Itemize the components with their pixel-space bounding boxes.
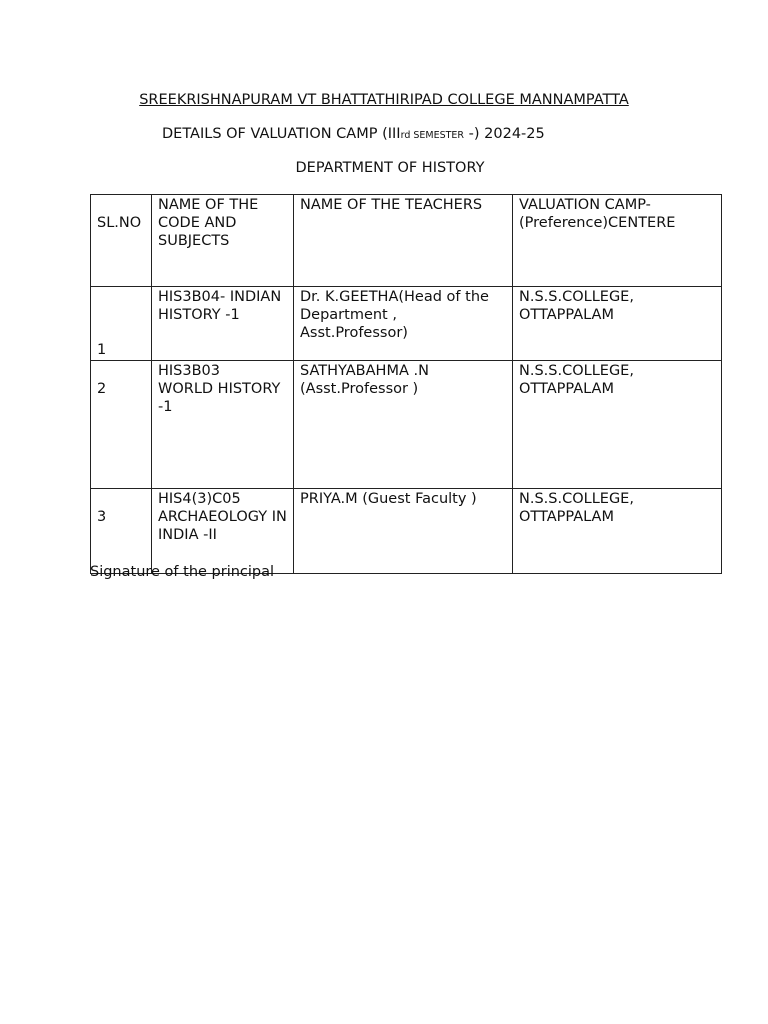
header-centre: VALUATION CAMP- (Preference)CENTERE [513, 195, 722, 287]
principal-signature-label: Signature of the principal [90, 564, 275, 580]
row-slno: 2 [91, 361, 152, 489]
header-slno: SL.NO [91, 195, 152, 287]
header-teachers: NAME OF THE TEACHERS [294, 195, 513, 287]
valuation-camp-subtitle [162, 126, 545, 142]
table-row [91, 489, 722, 574]
row-slno: 3 [91, 489, 152, 574]
row-centre: N.S.S.COLLEGE, OTTAPPALAM [513, 287, 722, 361]
row-centre: N.S.S.COLLEGE, OTTAPPALAM [513, 361, 722, 489]
subtitle-year: -) 2024-25 [464, 126, 545, 142]
row-slno: 1 [91, 287, 152, 361]
row-centre: N.S.S.COLLEGE, OTTAPPALAM [513, 489, 722, 574]
row-teacher: PRIYA.M (Guest Faculty ) [294, 489, 513, 574]
row-subject: HIS3B04- INDIAN HISTORY -1 [152, 287, 294, 361]
table-header-row [91, 195, 722, 287]
header-subject: NAME OF THE CODE AND SUBJECTS [152, 195, 294, 287]
row-teacher: SATHYABAHMA .N (Asst.Professor ) [294, 361, 513, 489]
subtitle-main: DETAILS OF VALUATION CAMP (III [162, 126, 401, 142]
row-subject: HIS3B03 WORLD HISTORY -1 [152, 361, 294, 489]
department-heading: DEPARTMENT OF HISTORY [295, 160, 485, 176]
subtitle-semester: rd SEMESTER [400, 130, 465, 141]
valuation-camp-table [90, 194, 722, 574]
table-row [91, 287, 722, 361]
table-row [91, 361, 722, 489]
row-teacher: Dr. K.GEETHA(Head of the Department , Asst.Professor) [294, 287, 513, 361]
college-title: SREEKRISHNAPURAM VT BHATTATHIRIPAD COLLEGE MANNAMPATTA [139, 92, 629, 108]
row-subject: HIS4(3)C05 ARCHAEOLOGY IN INDIA -II [152, 489, 294, 574]
